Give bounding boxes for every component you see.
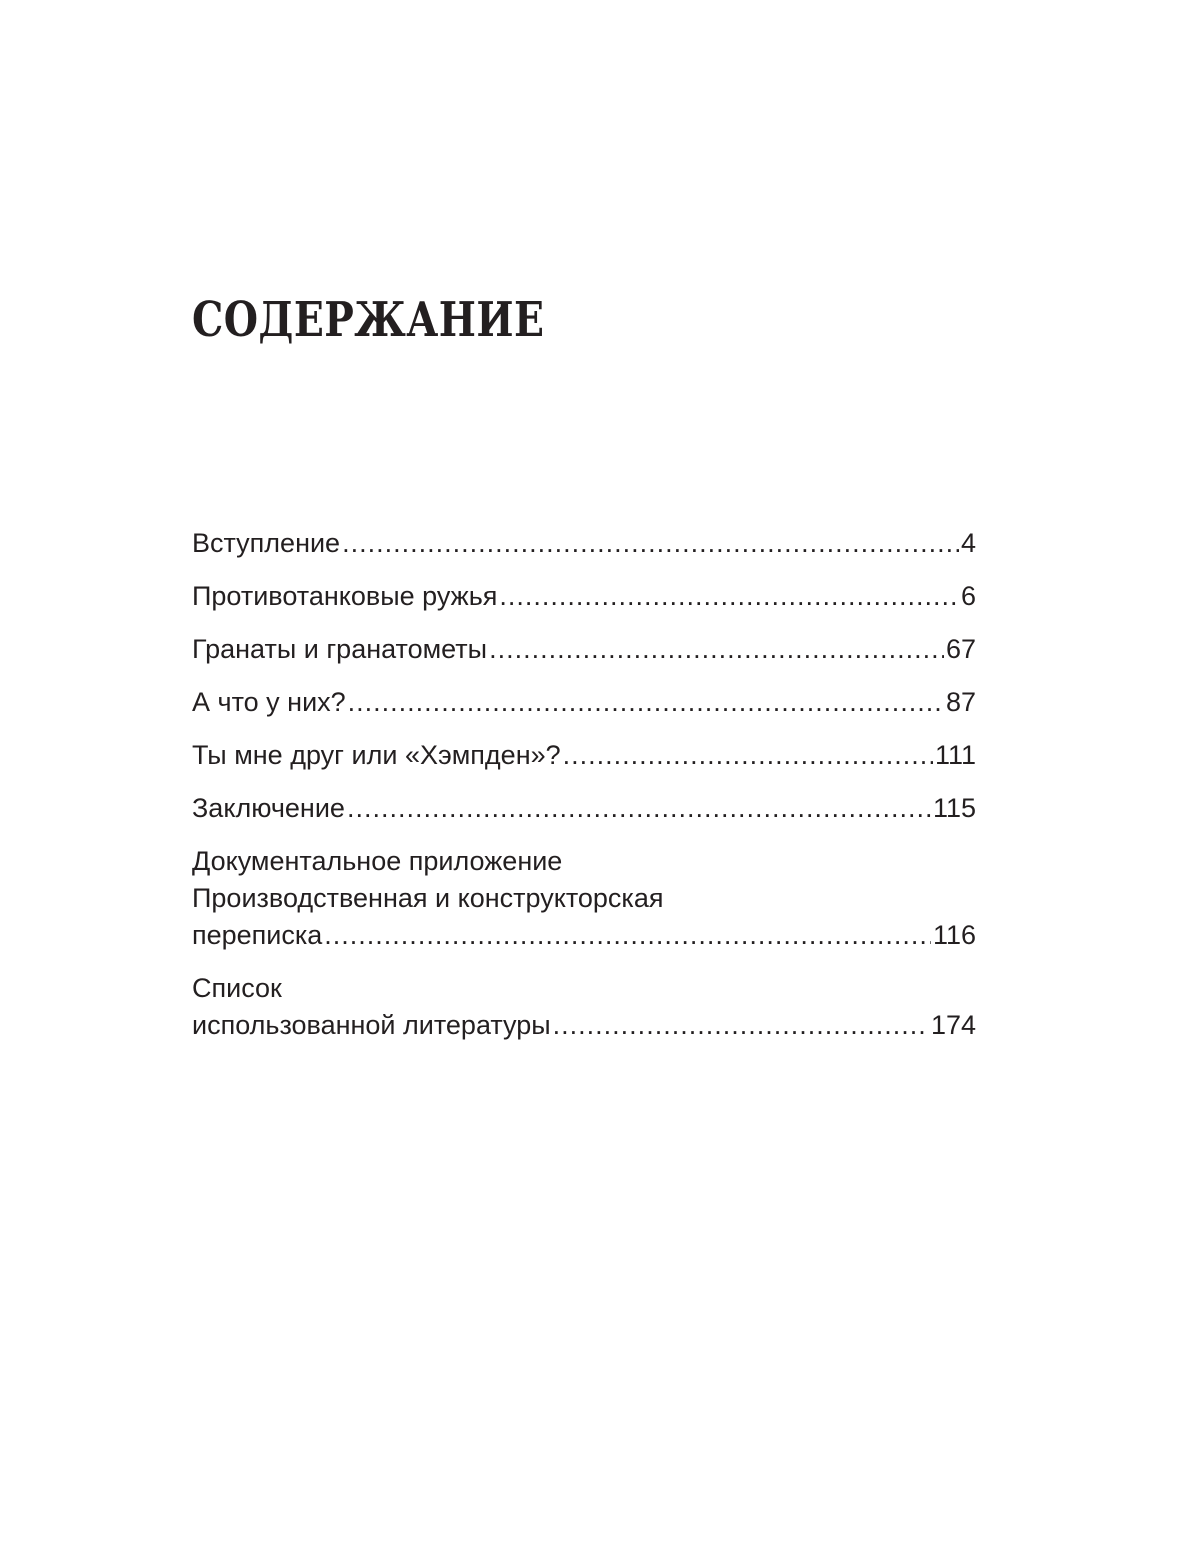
toc-entry[interactable] — [192, 843, 976, 954]
toc-entry[interactable] — [192, 525, 976, 562]
toc-entry-title: Противотанковые ружья — [192, 581, 498, 611]
toc-entry-title: Гранаты и гранатометы — [192, 634, 488, 664]
page-title: СОДЕРЖАНИЕ — [192, 292, 545, 348]
toc-entry[interactable] — [192, 631, 976, 668]
toc-page-number: 4 — [960, 528, 976, 558]
toc-dot-leader — [499, 578, 959, 615]
toc-dot-leader — [342, 525, 959, 562]
toc-entry[interactable] — [192, 970, 976, 1044]
toc-entry-title: Заключение — [192, 793, 345, 823]
toc-page-number: 6 — [960, 581, 976, 611]
toc-dot-leader — [347, 790, 931, 827]
toc-entry-title-line: Производственная и конструкторская — [192, 883, 664, 913]
toc-entry[interactable] — [192, 578, 976, 615]
toc-entry-title: использованной литературы — [192, 1010, 551, 1040]
toc-page-number: 111 — [934, 740, 976, 770]
toc-dot-leader — [563, 737, 933, 774]
toc-entry[interactable] — [192, 684, 976, 721]
toc-page-number: 67 — [945, 634, 976, 664]
toc-dot-leader — [553, 1007, 929, 1044]
toc-entry[interactable] — [192, 790, 976, 827]
toc-entry[interactable] — [192, 737, 976, 774]
toc-entry-title: Вступление — [192, 528, 341, 558]
toc-page-number: 87 — [945, 687, 976, 717]
toc-entry-title: Ты мне друг или «Хэмпден»? — [192, 740, 561, 770]
toc-page-number: 174 — [930, 1010, 976, 1040]
toc-dot-leader — [324, 917, 931, 954]
toc-dot-leader — [489, 631, 944, 668]
table-of-contents — [192, 525, 976, 1060]
toc-dot-leader — [348, 684, 944, 721]
toc-entry-title-line: Документальное приложение — [192, 846, 563, 876]
toc-entry-title-line: Список — [192, 973, 282, 1003]
toc-page-number: 115 — [932, 793, 976, 823]
toc-entry-title: переписка — [192, 920, 323, 950]
toc-entry-title: А что у них? — [192, 687, 346, 717]
toc-page-number: 116 — [932, 920, 976, 950]
